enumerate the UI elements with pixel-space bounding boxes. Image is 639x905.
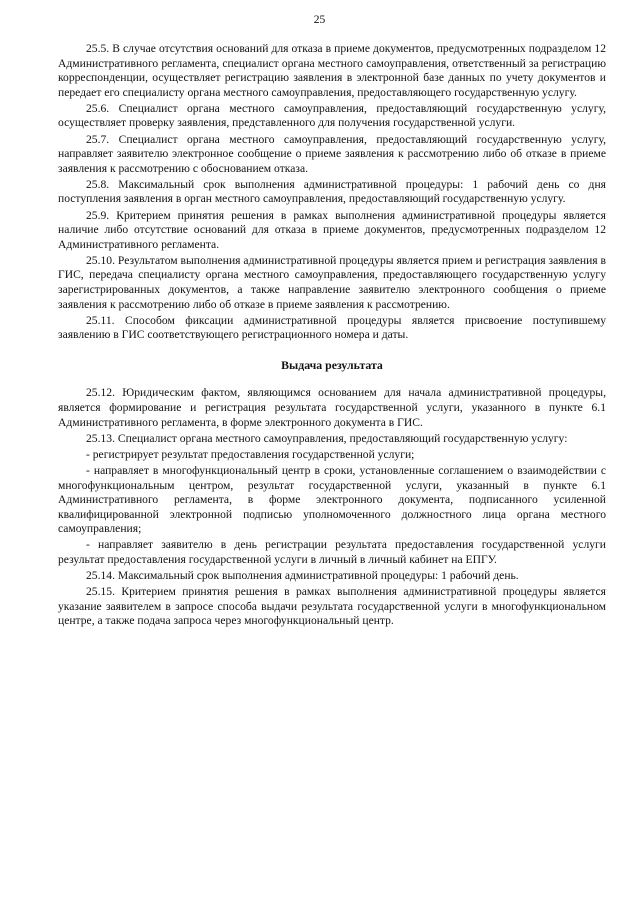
document-body — [58, 42, 606, 630]
list-item-send-applicant: - направляет заявителю в день регистрации результата предоставления государственной услуги результат предоставления государственной услуги в личный в личный кабинет на ЕПГУ. — [58, 538, 606, 566]
paragraph-25-13: 25.13. Специалист органа местного самоуправления, предоставляющий государственную услугу: — [86, 431, 568, 445]
paragraph-25-7: 25.7. Специалист органа местного самоуправления, предоставляющий государственную услугу, направляет заявителю электронное сообщение о приеме заявления к рассмотрению либо об отказе в приеме заявления к рассмотрению с обоснованием отказа. — [58, 132, 606, 175]
list-item-register: - регистрирует результат предоставления государственной услуги; — [86, 447, 415, 461]
paragraph-25-5: 25.5. В случае отсутствия оснований для отказа в приеме документов, предусмотренных подразделом 12 Административного регламента, специалист органа местного самоуправления, ответственный за регистрацию корреспонденции, осуществляет регистрацию заявления в электронной базе данных по учету документов и передает его специалисту органа местного самоуправления, предоставляющего государственную услугу. — [58, 42, 606, 99]
section-heading: Выдача результата — [281, 357, 383, 372]
paragraph-25-15: 25.15. Критерием принятия решения в рамках выполнения административной процедуры является указание заявителем в запросе способа выдачи результата государственной услуги в многофункциональном центре, а также подача запроса через многофункциональный центр. — [58, 585, 606, 628]
page-number: 25 — [313, 14, 326, 26]
paragraph-25-8: 25.8. Максимальный срок выполнения административной процедуры: 1 рабочий день со дня поступления заявления в орган местного самоуправления, предоставляющий государственную услугу. — [58, 177, 606, 206]
paragraph-25-14: 25.14. Максимальный срок выполнения административной процедуры: 1 рабочий день. — [86, 569, 519, 583]
paragraph-25-6: 25.6. Специалист органа местного самоуправления, предоставляющий государственную услугу, осуществляет проверку заявления, представленного для получения государственной услуги. — [58, 101, 606, 130]
paragraph-25-10: 25.10. Результатом выполнения административной процедуры является прием и регистрация заявления в ГИС, передача специалисту органа местного самоуправления, предоставляющего государственную услугу зарегистрированных документов, а также направление заявителю электронного сообщения о приеме заявления к рассмотрению либо об отказе в приеме заявления к рассмотрению. — [58, 253, 606, 311]
paragraph-25-12: 25.12. Юридическим фактом, являющимся основанием для начала административной процедуры, является формирование и регистрация результата государственной услуги, указанного в пункте 6.1 Административного регламента, в форме электронного документа в ГИС. — [58, 386, 606, 429]
list-item-send-mfc: - направляет в многофункциональный центр в сроки, установленные соглашением о взаимодействии с многофункциональным центром, результат государственной услуги, указанный в пункте 6.1 Административного регламента, в форме электронного документа, подписанного усиленной квалифицированной электронной подписью уполномоченного должностного лица органа местного самоуправления; — [58, 463, 606, 536]
paragraph-25-11: 25.11. Способом фиксации административной процедуры является присвоение поступившему заявлению в ГИС соответствующего регистрационного номера и даты. — [58, 313, 606, 342]
paragraph-25-9: 25.9. Критерием принятия решения в рамках выполнения административной процедуры является наличие либо отсутствие оснований для отказа в приеме документов, предусмотренных подразделом 12 Административного регламента. — [58, 208, 606, 251]
